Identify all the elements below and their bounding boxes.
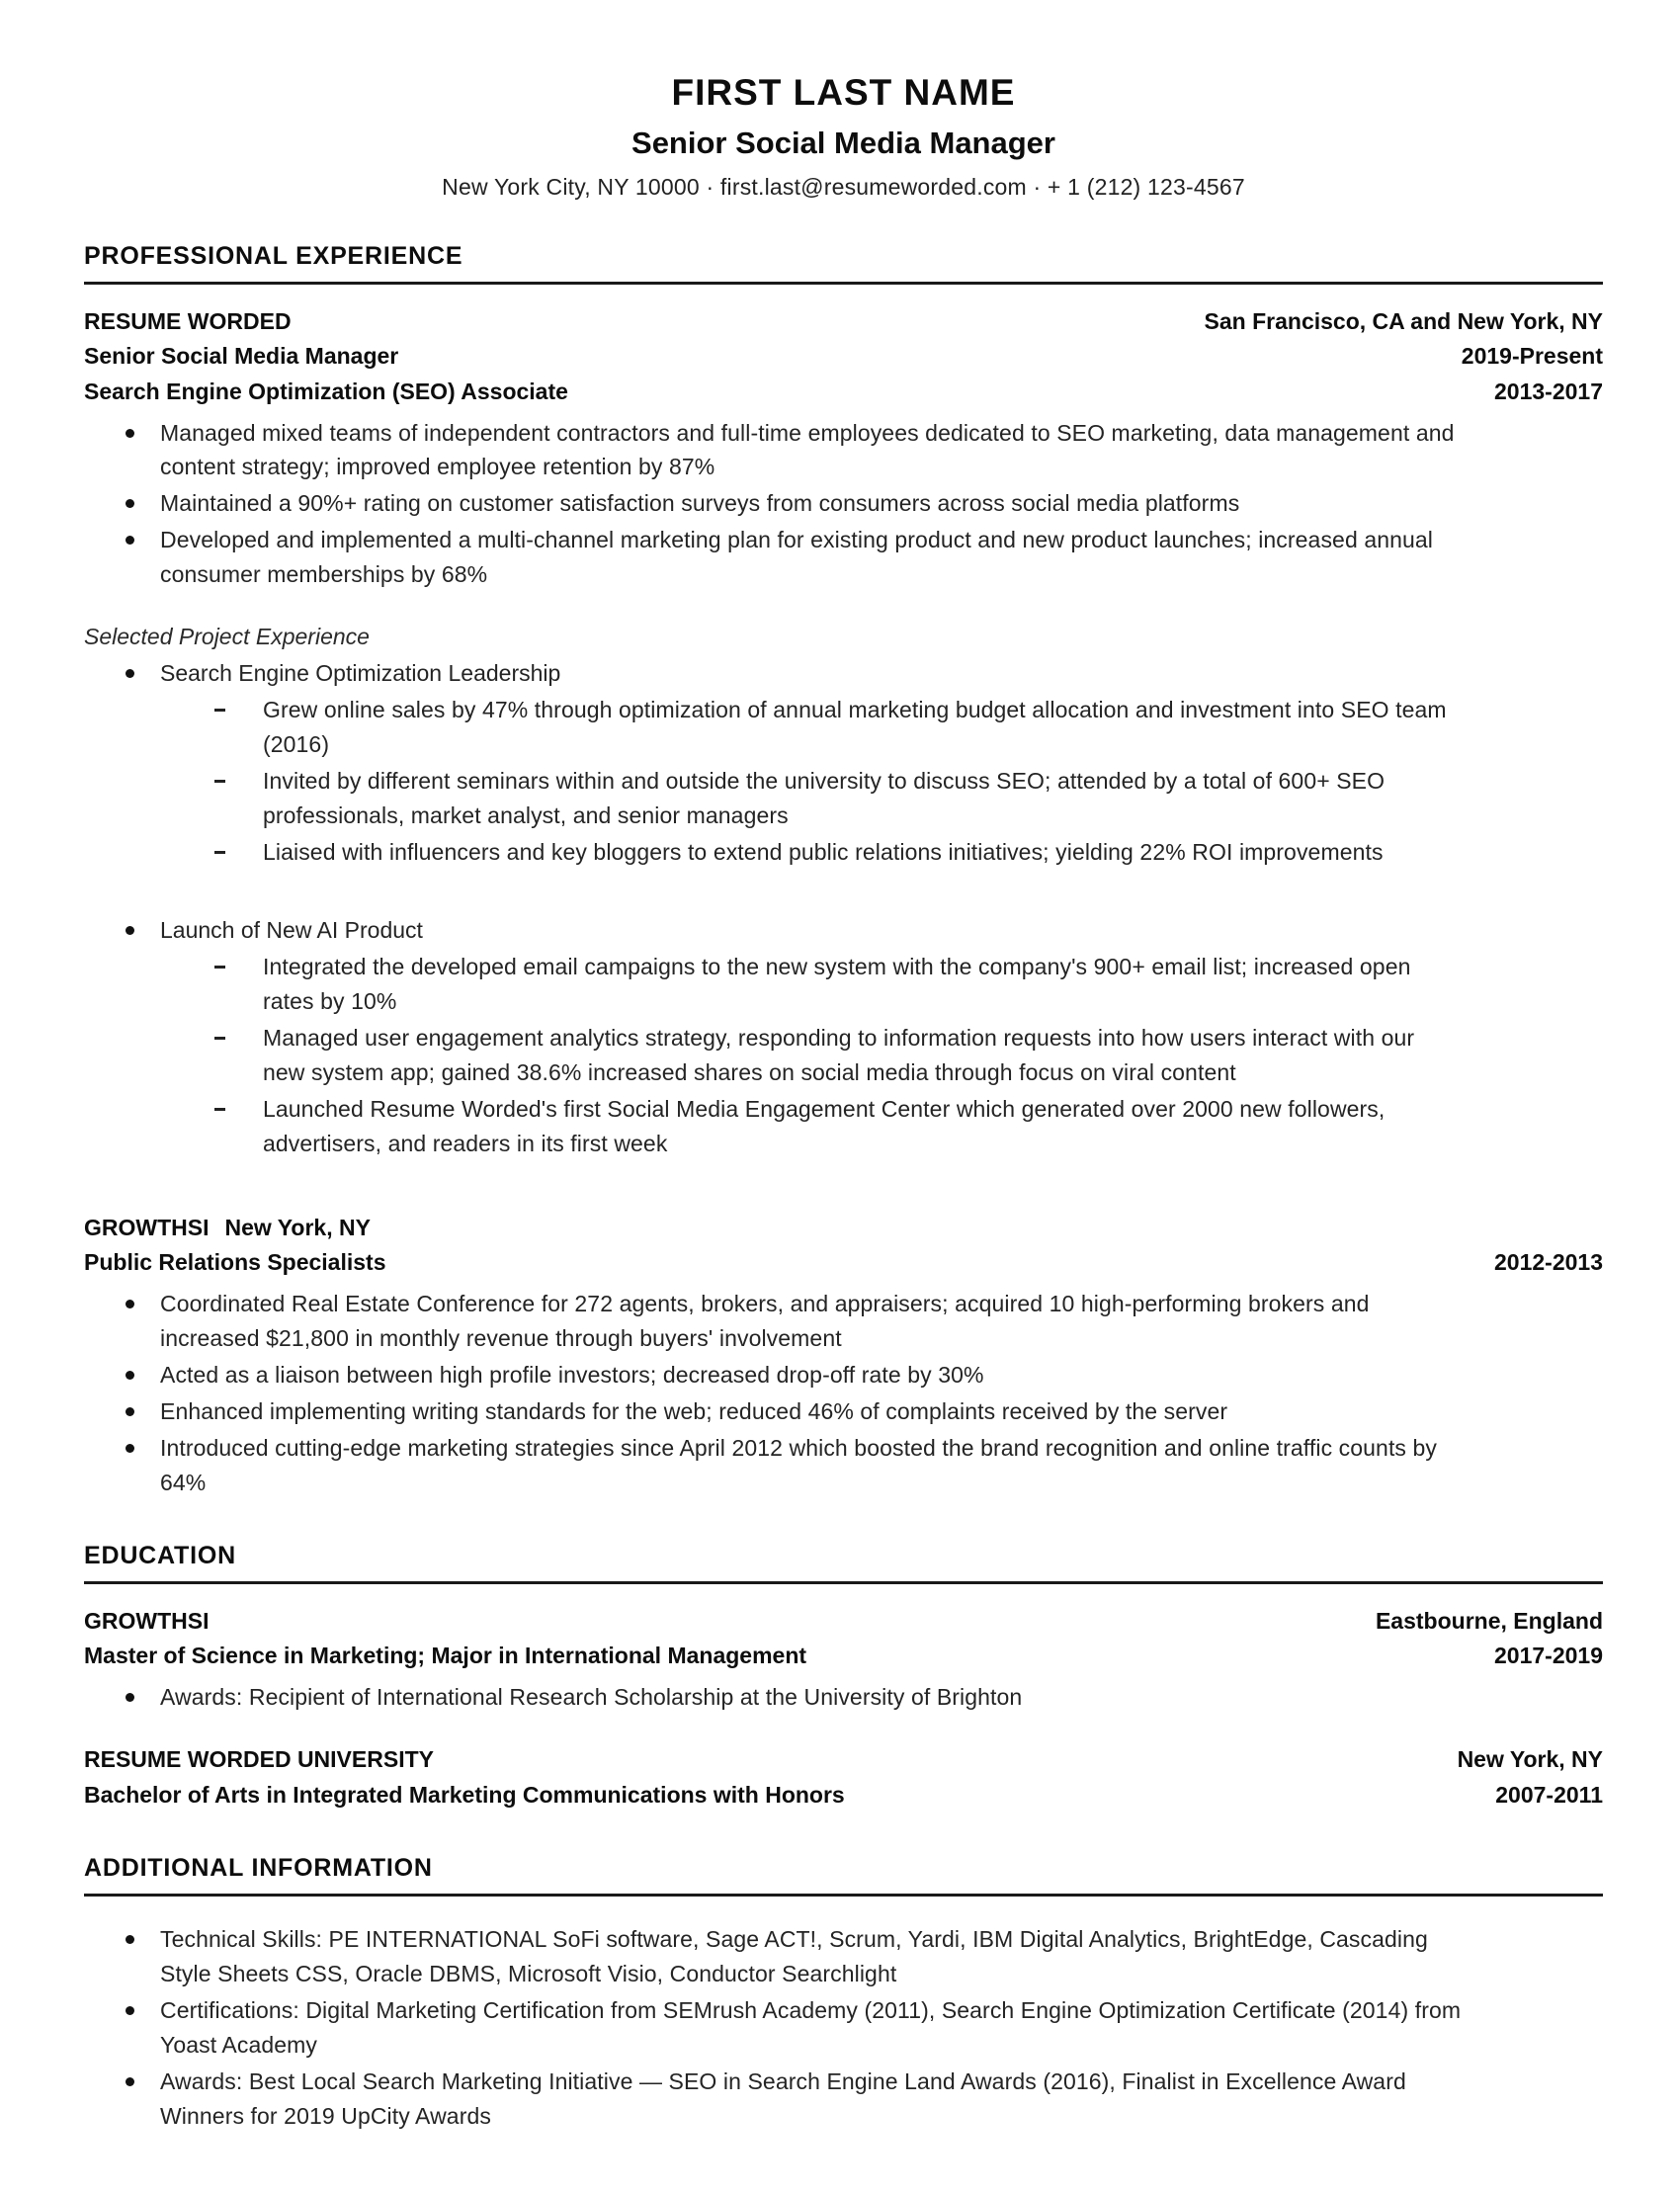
- project-title: Search Engine Optimization Leadership: [160, 660, 561, 687]
- role-dates: 2019-Present: [1461, 343, 1603, 370]
- bullet-item: [84, 1394, 1603, 1429]
- education-entry-growthsi: [84, 1604, 1603, 1715]
- bullet-text: Certifications: Digital Marketing Certification from SEMrush Academy (2011), Search Engine Optimization Certificate (2014) from Yoast Academy: [160, 1997, 1462, 2059]
- bullet-text: Introduced cutting-edge marketing strategies since April 2012 which boosted the brand recognition and online traffic counts by 64%: [160, 1434, 1438, 1495]
- bullet-item: [84, 1993, 1603, 2063]
- company-name: RESUME WORDED: [84, 307, 292, 334]
- sub-bullet-item: [84, 693, 1603, 762]
- sub-bullet-text: Grew online sales by 47% through optimization of annual marketing budget allocation and investment into SEO team (2016): [263, 697, 1447, 758]
- bullet-text: Developed and implemented a multi-channel marketing plan for existing product and new product launches; increased annual consumer memberships by 68%: [160, 527, 1433, 588]
- dash-marker-icon: [214, 1037, 225, 1040]
- role-row: [84, 1245, 1603, 1281]
- bullet-marker-icon: [126, 1407, 134, 1416]
- section-body: [84, 1897, 1603, 2134]
- dash-marker-icon: [214, 966, 225, 969]
- candidate-name: FIRST LAST NAME: [671, 72, 1016, 113]
- degree-row: [84, 1639, 1603, 1674]
- bullet-list: [84, 1287, 1603, 1500]
- degree-dates: 2007-2011: [1495, 1781, 1603, 1808]
- bullet-item: [84, 1922, 1603, 1991]
- role-row: [84, 375, 1603, 410]
- education-entry-resume-worded-university: [84, 1742, 1603, 1813]
- role-row: [84, 339, 1603, 375]
- role-title: Search Engine Optimization (SEO) Associate: [84, 378, 568, 404]
- candidate-title: Senior Social Media Manager: [631, 126, 1055, 161]
- dash-marker-icon: [214, 851, 225, 854]
- role-title: Public Relations Specialists: [84, 1249, 386, 1276]
- degree-title: Master of Science in Marketing; Major in International Management: [84, 1643, 807, 1669]
- sub-bullet-text: Liaised with influencers and key bloggers to extend public relations initiatives; yielding 22% ROI improvements: [263, 839, 1384, 866]
- bullet-marker-icon: [126, 536, 134, 545]
- bullet-text: Technical Skills: PE INTERNATIONAL SoFi software, Sage ACT!, Scrum, Yardi, IBM Digital Analytics, BrightEdge, Cascading Style Sheets CSS, Oracle DBMS, Microsoft Visio, Conductor Searchlight: [160, 1926, 1428, 1987]
- role-dates: 2013-2017: [1494, 378, 1603, 404]
- sub-bullet-item: [84, 1092, 1603, 1161]
- bullet-list: [84, 1680, 1603, 1715]
- bullet-marker-icon: [126, 1371, 134, 1380]
- sub-bullet-text: Launched Resume Worded's first Social Media Engagement Center which generated over 2000 new followers, advertisers, and readers in its first week: [263, 1095, 1386, 1156]
- experience-entry-resume-worded: [84, 304, 1603, 1161]
- projects-heading: Selected Project Experience: [84, 624, 370, 650]
- bullet-list: [84, 1922, 1603, 2134]
- project-title-row: [84, 656, 1603, 691]
- bullet-text: Coordinated Real Estate Conference for 272 agents, brokers, and appraisers; acquired 10 high-performing brokers and increased $21,800 in monthly revenue through buyers' involvement: [160, 1290, 1370, 1351]
- bullet-text: Awards: Recipient of International Research Scholarship at the University of Brighton: [160, 1683, 1023, 1710]
- bullet-text: Managed mixed teams of independent contractors and full-time employees dedicated to SEO marketing, data management and content strategy; improved employee retention by 87%: [160, 419, 1455, 480]
- sub-bullet-text: Managed user engagement analytics strategy, responding to information requests into how users interact with our new system app; gained 38.6% increased shares on social media through focus on viral content: [263, 1024, 1415, 1085]
- bullet-marker-icon: [126, 1300, 134, 1308]
- company-location: San Francisco, CA and New York, NY: [1204, 307, 1603, 334]
- section-professional-experience: [84, 242, 1603, 1500]
- dash-marker-icon: [214, 709, 225, 712]
- sub-bullet-item: [84, 835, 1603, 870]
- dash-marker-icon: [214, 780, 225, 783]
- section-title: EDUCATION: [84, 1542, 1603, 1584]
- bullet-item: [84, 2065, 1603, 2134]
- school-name: RESUME WORDED UNIVERSITY: [84, 1745, 434, 1772]
- bullet-text: Acted as a liaison between high profile investors; decreased drop-off rate by 30%: [160, 1361, 984, 1388]
- bullet-text: Enhanced implementing writing standards for the web; reduced 46% of complaints received by the server: [160, 1397, 1228, 1424]
- bullet-marker-icon: [126, 499, 134, 508]
- project-group-seo-leadership: [84, 656, 1603, 870]
- bullet-marker-icon: [126, 1693, 134, 1702]
- section-body: [84, 1584, 1603, 1813]
- degree-title: Bachelor of Arts in Integrated Marketing Communications with Honors: [84, 1781, 845, 1808]
- section-additional-information: [84, 1854, 1603, 2134]
- company-row: [84, 304, 1603, 340]
- resume-header: [84, 71, 1603, 201]
- degree-dates: 2017-2019: [1494, 1643, 1603, 1669]
- bullet-item: [84, 1358, 1603, 1392]
- sub-bullet-item: [84, 1021, 1603, 1090]
- bullet-marker-icon: [126, 2006, 134, 2015]
- sub-bullet-text: Integrated the developed email campaigns to the new system with the company's 900+ email list; increased open rates by 10%: [263, 953, 1411, 1014]
- bullet-marker-icon: [126, 1444, 134, 1453]
- company-name-and-location: [84, 1211, 371, 1246]
- bullet-item: [84, 523, 1603, 592]
- contact-line: New York City, NY 10000 · first.last@resumeworded.com · + 1 (212) 123-4567: [442, 173, 1245, 200]
- section-body: [84, 285, 1603, 1500]
- bullet-text: Maintained a 90%+ rating on customer satisfaction surveys from consumers across social media platforms: [160, 490, 1240, 517]
- section-title: PROFESSIONAL EXPERIENCE: [84, 242, 1603, 285]
- school-row: [84, 1742, 1603, 1778]
- bullet-marker-icon: [126, 2077, 134, 2086]
- dash-marker-icon: [214, 1108, 225, 1111]
- bullet-list: [84, 416, 1603, 593]
- school-name: GROWTHSI: [84, 1607, 210, 1634]
- bullet-marker-icon: [126, 926, 134, 935]
- bullet-item: [84, 1287, 1603, 1356]
- bullet-item: [84, 1431, 1603, 1500]
- section-title: ADDITIONAL INFORMATION: [84, 1854, 1603, 1897]
- school-row: [84, 1604, 1603, 1640]
- degree-row: [84, 1778, 1603, 1813]
- role-dates: 2012-2013: [1494, 1249, 1603, 1276]
- sub-bullet-item: [84, 950, 1603, 1019]
- section-education: [84, 1542, 1603, 1813]
- bullet-marker-icon: [126, 1935, 134, 1944]
- project-title-row: [84, 913, 1603, 948]
- bullet-item: [84, 416, 1603, 485]
- sub-bullet-item: [84, 764, 1603, 833]
- sub-bullet-text: Invited by different seminars within and outside the university to discuss SEO; attended by a total of 600+ SEO professionals, market analyst, and senior managers: [263, 768, 1386, 829]
- role-title: Senior Social Media Manager: [84, 343, 399, 370]
- bullet-item: [84, 1680, 1603, 1715]
- company-row: [84, 1211, 1603, 1246]
- bullet-item: [84, 486, 1603, 521]
- company-location: New York, NY: [224, 1214, 371, 1240]
- project-group-ai-product: [84, 913, 1603, 1161]
- bullet-text: Awards: Best Local Search Marketing Initiative — SEO in Search Engine Land Awards (2016), Finalist in Excellence Award Winners for 2019 UpCity Awards: [160, 2067, 1406, 2129]
- school-location: New York, NY: [1457, 1745, 1603, 1772]
- school-location: Eastbourne, England: [1375, 1607, 1603, 1634]
- bullet-marker-icon: [126, 429, 134, 438]
- company-name: GROWTHSI: [84, 1214, 210, 1240]
- experience-entry-growthsi: [84, 1211, 1603, 1500]
- project-title: Launch of New AI Product: [160, 916, 423, 943]
- bullet-marker-icon: [126, 669, 134, 678]
